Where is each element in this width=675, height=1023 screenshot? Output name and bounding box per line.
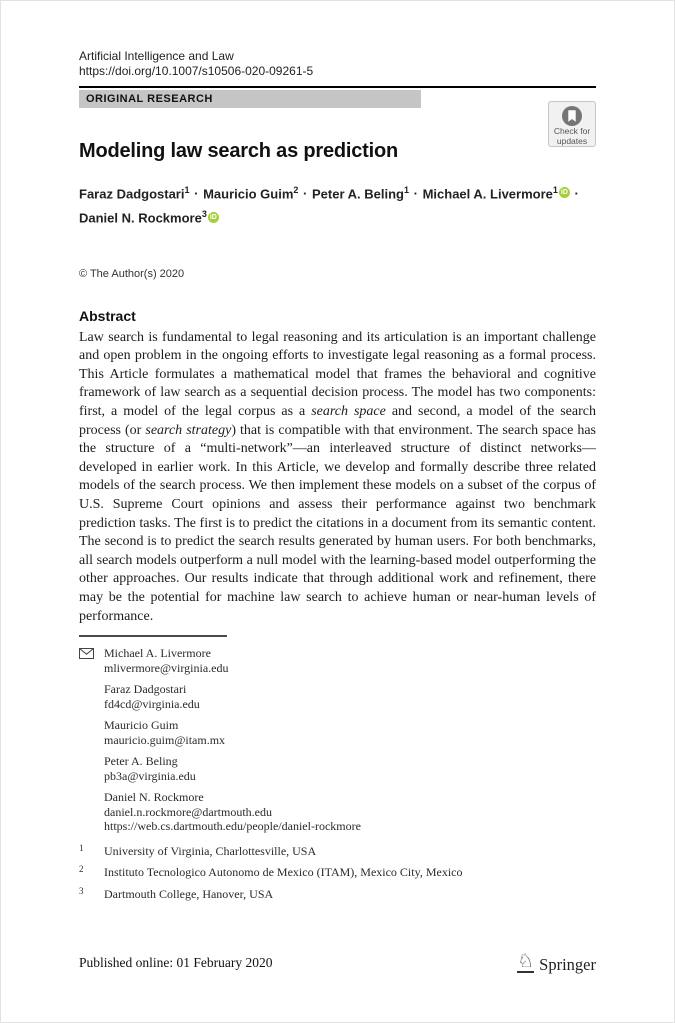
article-type-banner: ORIGINAL RESEARCH	[79, 90, 421, 108]
correspondent-name: Daniel N. Rockmore	[104, 790, 204, 805]
correspondent-email: pb3a@virginia.edu	[104, 768, 196, 783]
affiliation-item	[79, 887, 596, 902]
author-contact	[104, 790, 596, 834]
affiliation-text: Instituto Tecnologico Autonomo de Mexico (ITAM), Mexico City, Mexico	[104, 865, 463, 880]
affiliation-number: 1	[79, 842, 84, 853]
author-separator: ·	[194, 186, 199, 202]
correspondent-name: Peter A. Beling	[104, 754, 178, 769]
abstract-italic-term: search strategy	[145, 422, 232, 438]
footnote-rule	[79, 635, 227, 637]
corresponding-author	[104, 646, 596, 675]
correspondent-name: Michael A. Livermore	[104, 646, 211, 661]
affiliation-item	[79, 844, 596, 859]
springer-logo	[517, 952, 596, 973]
author-affil-sup: 1	[552, 185, 558, 195]
check-badge-label-line1: Check for	[553, 126, 591, 136]
page-title: Modeling law search as prediction	[79, 140, 399, 162]
footnote-block	[79, 635, 596, 901]
abstract-segment: and second, a model of the search process (or	[79, 404, 596, 438]
author-separator: ·	[574, 186, 579, 202]
affiliation-number: 2	[79, 864, 84, 875]
author-list	[79, 180, 596, 229]
journal-name: Artificial Intelligence and Law	[79, 49, 234, 63]
check-badge-label-line2: updates	[556, 135, 588, 146]
correspondent-email: mlivermore@virginia.edu	[104, 660, 229, 675]
copyright-line: © The Author(s) 2020	[79, 267, 185, 280]
correspondent-url: https://web.cs.dartmouth.edu/people/daniel-rockmore	[104, 819, 361, 834]
springer-knight-icon: ♘	[517, 951, 535, 972]
abstract-heading: Abstract	[79, 307, 136, 324]
abstract-italic-term: search space	[311, 404, 386, 420]
affiliation-list	[79, 844, 596, 902]
correspondent-email: daniel.n.rockmore@dartmouth.edu	[104, 804, 272, 819]
correspondent-email: fd4cd@virginia.edu	[104, 696, 200, 711]
author-separator: ·	[413, 186, 418, 202]
correspondent-name: Mauricio Guim	[104, 718, 179, 733]
author-name: Daniel N. Rockmore	[79, 210, 202, 226]
author-name: Mauricio Guim	[203, 186, 294, 202]
published-online-date: Published online: 01 February 2020	[79, 954, 273, 970]
author-name: Peter A. Beling	[312, 186, 404, 202]
affiliation-number: 3	[79, 885, 84, 896]
page-footer	[79, 952, 596, 973]
author-affil-sup: 1	[403, 185, 409, 195]
correspondent-email: mauricio.guim@itam.mx	[104, 732, 226, 747]
author-affil-sup: 2	[293, 185, 299, 195]
orcid-id-icon[interactable]: iD	[560, 189, 568, 197]
springer-wordmark: Springer	[539, 954, 596, 974]
abstract-segment: ) that is compatible with that environment. The search space has the structure of a “multi-network”—an interleaved structure of distinct networks—developed in earlier work. In this Article, we develop and formally describe three related models of the search process. We then implement these models on a subset of the corpus of U.S. Supreme Court opinions and assess their performance against two benchmark prediction tasks. The first is to predict the citations in a document from its semantic content. The second is to predict the search results generated by human users. For both benchmarks, all search models outperform a null model with the learning-based model outperforming the other approaches. Our results indicate that through additional work and refinement, there may be the potential for machine law search to achieve human or near-human levels of performance.	[79, 422, 596, 624]
author-contact	[104, 754, 596, 783]
affiliation-text: University of Virginia, Charlottesville, USA	[104, 843, 317, 858]
author-affil-sup: 3	[201, 209, 207, 220]
author-affil-sup: 1	[184, 185, 190, 195]
correspondent-name: Faraz Dadgostari	[104, 682, 187, 697]
author-name: Michael A. Livermore	[422, 186, 553, 202]
check-for-updates-badge[interactable]	[548, 101, 596, 147]
header-rule	[79, 86, 596, 88]
abstract-text	[79, 329, 596, 627]
author-separator: ·	[303, 186, 308, 202]
author-name: Faraz Dadgostari	[79, 186, 185, 202]
author-contact	[104, 682, 596, 711]
crossmark-circle-icon	[561, 105, 583, 127]
orcid-id-icon[interactable]: iD	[209, 213, 217, 221]
affiliation-text: Dartmouth College, Hanover, USA	[104, 886, 274, 901]
doi-link: https://doi.org/10.1007/s10506-020-09261-5	[79, 64, 314, 78]
abstract-segment: Law search is fundamental to legal reasoning and its articulation is an important challenge and open problem in the ongoing efforts to investigate legal reasoning as a formal process. This Article formulates a mathematical model that frames the behavioral and cognitive framework of law search as a sequential decision process. The model has two components: first, a model of the legal corpus as a	[79, 329, 596, 420]
correspondence-block	[79, 646, 596, 834]
author-contact	[104, 718, 596, 747]
envelope-icon	[79, 648, 94, 659]
affiliation-item	[79, 865, 596, 880]
